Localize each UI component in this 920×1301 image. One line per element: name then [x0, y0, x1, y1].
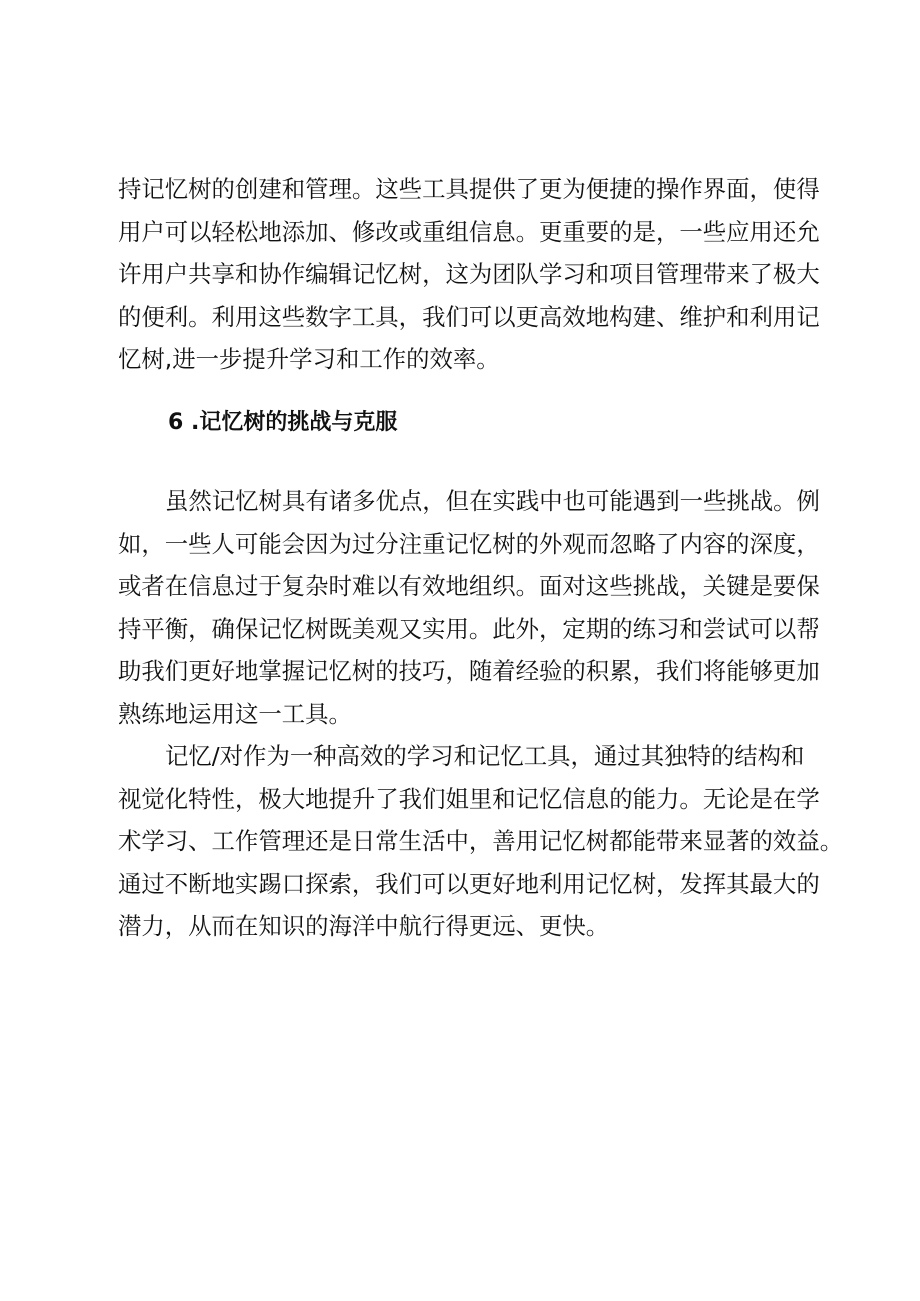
paragraph-line: 潜力，从而在知识的海洋中航行得更远、更快。 [118, 912, 610, 940]
paragraph-line: 忆树,进一步提升学习和工作的效率。 [118, 345, 500, 373]
paragraph-challenges [118, 480, 820, 735]
paragraph-line: 虽然记忆树具有诸多优点，但在实践中也可能遇到一些挑战。例 [165, 487, 820, 515]
paragraph-line: 通过不断地实踢口探索，我们可以更好地利用记忆树，发挥其最大的 [118, 869, 820, 898]
paragraph-line: 的便利。利用这些数字工具，我们可以更高效地构建、维护和利用记 [118, 302, 820, 331]
paragraph-line: 如，一些人可能会因为过分注重记忆树的外观而忽略了内容的深度， [118, 529, 820, 558]
paragraph-line: 术学习、工作管理还是日常生活中，善用记忆树都能带来显著的效益。 [118, 827, 844, 855]
paragraph-tools [118, 168, 820, 381]
paragraph-line: 持记忆树的创建和管理。这些工具提供了更为便捷的操作界面，使得 [118, 175, 820, 203]
paragraph-line: 或者在信息过于复杂时难以有效地组织。面对这些挑战，关键是要保 [118, 572, 820, 600]
paragraph-line: 记忆/对作为一种高效的学习和记忆工具，通过其独特的结构和 [165, 742, 805, 770]
paragraph-line: 助我们更好地掌握记忆树的技巧，随着经验的积累，我们将能够更加 [118, 657, 820, 685]
section-heading: 6 .记忆树的挑战与克服 [168, 410, 398, 435]
paragraph-line: 熟练地运用这一工具。 [118, 699, 352, 728]
paragraph-line: 视觉化特性，极大地提升了我们姐里和记忆信息的能力。无论是在学 [118, 784, 820, 813]
paragraph-line: 许用户共享和协作编辑记忆树，这为团队学习和项目管理带来了极大 [118, 260, 820, 288]
paragraph-line: 持平衡，确保记忆树既美观又实用。此外，定期的练习和尝试可以帮 [118, 614, 820, 643]
paragraph-conclusion [118, 735, 843, 948]
paragraph-line: 用户可以轻松地添加、修改或重组信息。更重要的是，一些应用还允 [118, 217, 820, 246]
